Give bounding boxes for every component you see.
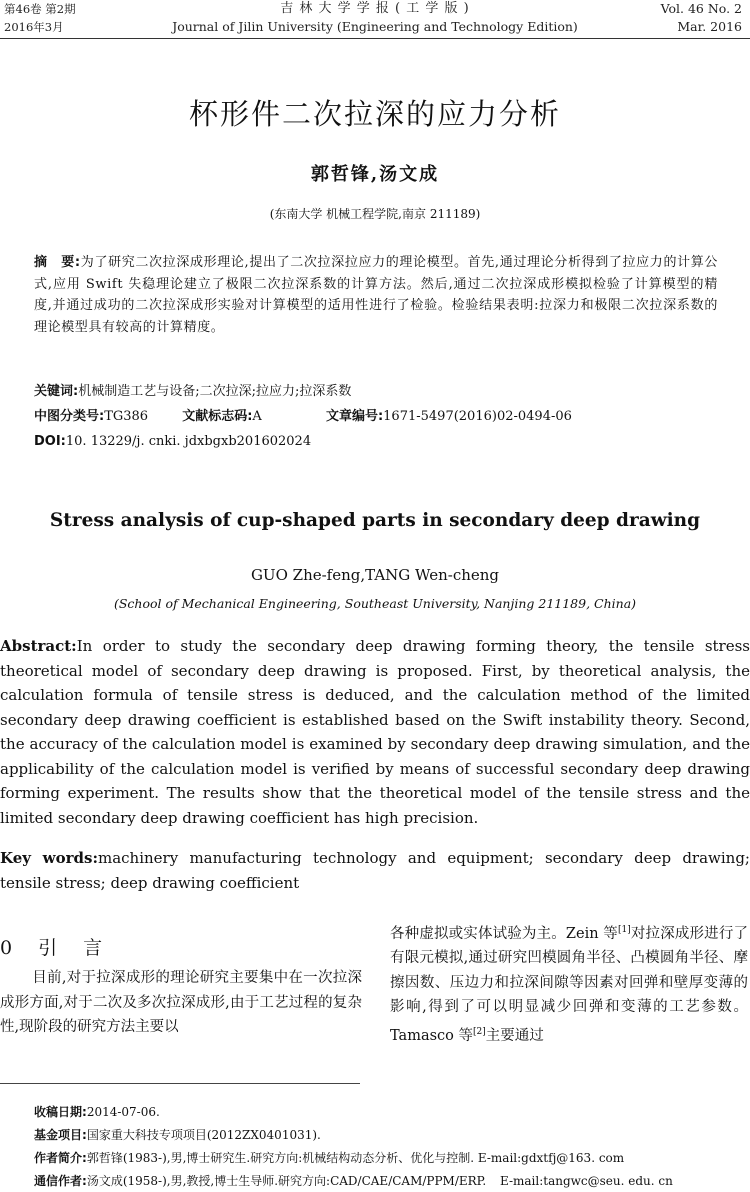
corresponding-label: 通信作者:	[34, 1174, 87, 1188]
body-right-text-2: 对拉深成形进行了有限元模拟,通过研究凹模圆角半径、凸模圆角半径、摩擦因数、压边力和拉深间隙等因素对回弹和壁厚变薄的影响,得到了可以明显减少回弹和变薄的工艺参数。Tamasco 等	[390, 925, 748, 1044]
header-volume-issue: 第46卷 第2期	[4, 2, 76, 16]
doccode-label: 文献标志码:	[182, 409, 253, 424]
corresponding-email: E-mail:tangwc@seu. edu. cn	[499, 1174, 673, 1188]
keywords-cn	[34, 382, 351, 402]
doi-label: DOI:	[34, 434, 66, 449]
abstract-text-en: In order to study the secondary deep drawing forming theory, the tensile stress theoretical model of secondary deep drawing is proposed. First, by theoretical analysis, the calculation formula of tensile stress is deduced, and the calculation method of the limited secondary deep drawing coefficient is established based on the Swift instability theory. Second, the accuracy of the calculation model is examined by secondary deep drawing simulation, and the applicability of the calculation model is verified by means of successful secondary deep drawing forming experiment. The results show that the theoretical model of the tensile stress and the limited secondary deep drawing coefficient has high precision.	[0, 637, 750, 827]
abstract-cn	[34, 252, 718, 338]
authors-cn: 郭哲锋,汤文成	[310, 164, 440, 185]
doi-value: 10. 13229/j. cnki. jdxbgxb201602024	[65, 434, 312, 449]
keywords-label-cn: 关键词:	[34, 384, 79, 399]
article-number-label: 文章编号:	[325, 409, 384, 424]
footnote-fund	[34, 1127, 321, 1143]
footnote-received	[34, 1104, 160, 1120]
class-label: 中图分类号:	[34, 409, 105, 424]
abstract-label-en: Abstract:	[0, 637, 77, 655]
doccode-value: A	[252, 409, 262, 424]
body-right-text-1: 各种虚拟或实体试验为主。Zein 等	[390, 925, 618, 942]
received-value: 2014-07-06.	[86, 1105, 160, 1119]
fund-value: 国家重大科技专项项目(2012ZX0401031).	[86, 1128, 321, 1142]
footnote-corresponding	[34, 1173, 746, 1189]
body-column-right	[390, 918, 748, 1048]
header-date-cn: 2016年3月	[4, 20, 64, 34]
author-bio-label: 作者简介:	[34, 1151, 87, 1165]
body-right-text-3: 主要通过	[485, 1027, 544, 1044]
header-journal-en: Journal of Jilin University (Engineering and Technology Edition)	[172, 19, 578, 34]
abstract-text-cn: 为了研究二次拉深成形理论,提出了二次拉深拉应力的理论模型。首先,通过理论分析得到了拉应力的计算公式,应用 Swift 失稳理论建立了极限二次拉深系数的计算方法。然后,通过二次拉深成形模拟检验了计算模型的精度,并通过成功的二次拉深成形实验对计算模型的适用性进行了检验。检验结果表明:拉深力和极限二次拉深系数的理论模型具有较高的计算精度。	[34, 255, 718, 335]
footnote-rule	[0, 1083, 360, 1084]
affiliation-cn: (东南大学 机械工程学院,南京 211189)	[269, 207, 481, 221]
body-left-paragraph: 目前,对于拉深成形的理论研究主要集中在一次拉深成形方面,对于二次及多次拉深成形,由于工艺过程的复杂性,现阶段的研究方法主要以	[0, 970, 362, 1035]
header-volume-en: Vol. 46 No. 2	[660, 1, 742, 16]
paper-title-cn: 杯形件二次拉深的应力分析	[188, 97, 561, 131]
corresponding-value: 汤文成(1958-),男,教授,博士生导师.研究方向:CAD/CAE/CAM/PPM/ERP.	[86, 1174, 487, 1188]
keywords-text-cn: 机械制造工艺与设备;二次拉深;拉应力;拉深系数	[78, 384, 352, 399]
keywords-en	[0, 846, 750, 895]
fund-label: 基金项目:	[34, 1128, 87, 1142]
doi-line	[34, 432, 311, 452]
article-number-value: 1671-5497(2016)02-0494-06	[383, 409, 572, 424]
header-date-en: Mar. 2016	[677, 19, 742, 34]
body-column-left	[0, 966, 362, 1040]
author-bio-value: 郭哲锋(1983-),男,博士研究生.研究方向:机械结构动态分析、优化与控制. E-mail:gdxtfj@163. com	[86, 1151, 625, 1165]
citation-ref-1: [1]	[617, 925, 631, 935]
keywords-text-en: machinery manufacturing technology and equipment; secondary deep drawing; tensile stress; deep drawing coefficient	[0, 849, 750, 892]
abstract-label-cn: 摘 要:	[34, 255, 81, 270]
classification-line	[34, 407, 572, 427]
header-rule	[0, 38, 750, 39]
section-heading-intro: 0 引 言	[0, 937, 113, 959]
footnote-author	[34, 1150, 746, 1166]
citation-ref-2: [2]	[473, 1026, 486, 1037]
authors-en: GUO Zhe-feng,TANG Wen-cheng	[250, 566, 500, 584]
affiliation-en: (School of Mechanical Engineering, Southeast University, Nanjing 211189, China)	[113, 596, 637, 611]
header-journal-cn: 吉 林 大 学 学 报 ( 工 学 版 )	[280, 1, 470, 16]
paper-title-en: Stress analysis of cup-shaped parts in secondary deep drawing	[49, 510, 701, 531]
class-value: TG386	[104, 409, 149, 424]
received-label: 收稿日期:	[34, 1105, 87, 1119]
keywords-label-en: Key words:	[0, 849, 98, 867]
abstract-en	[0, 634, 750, 830]
